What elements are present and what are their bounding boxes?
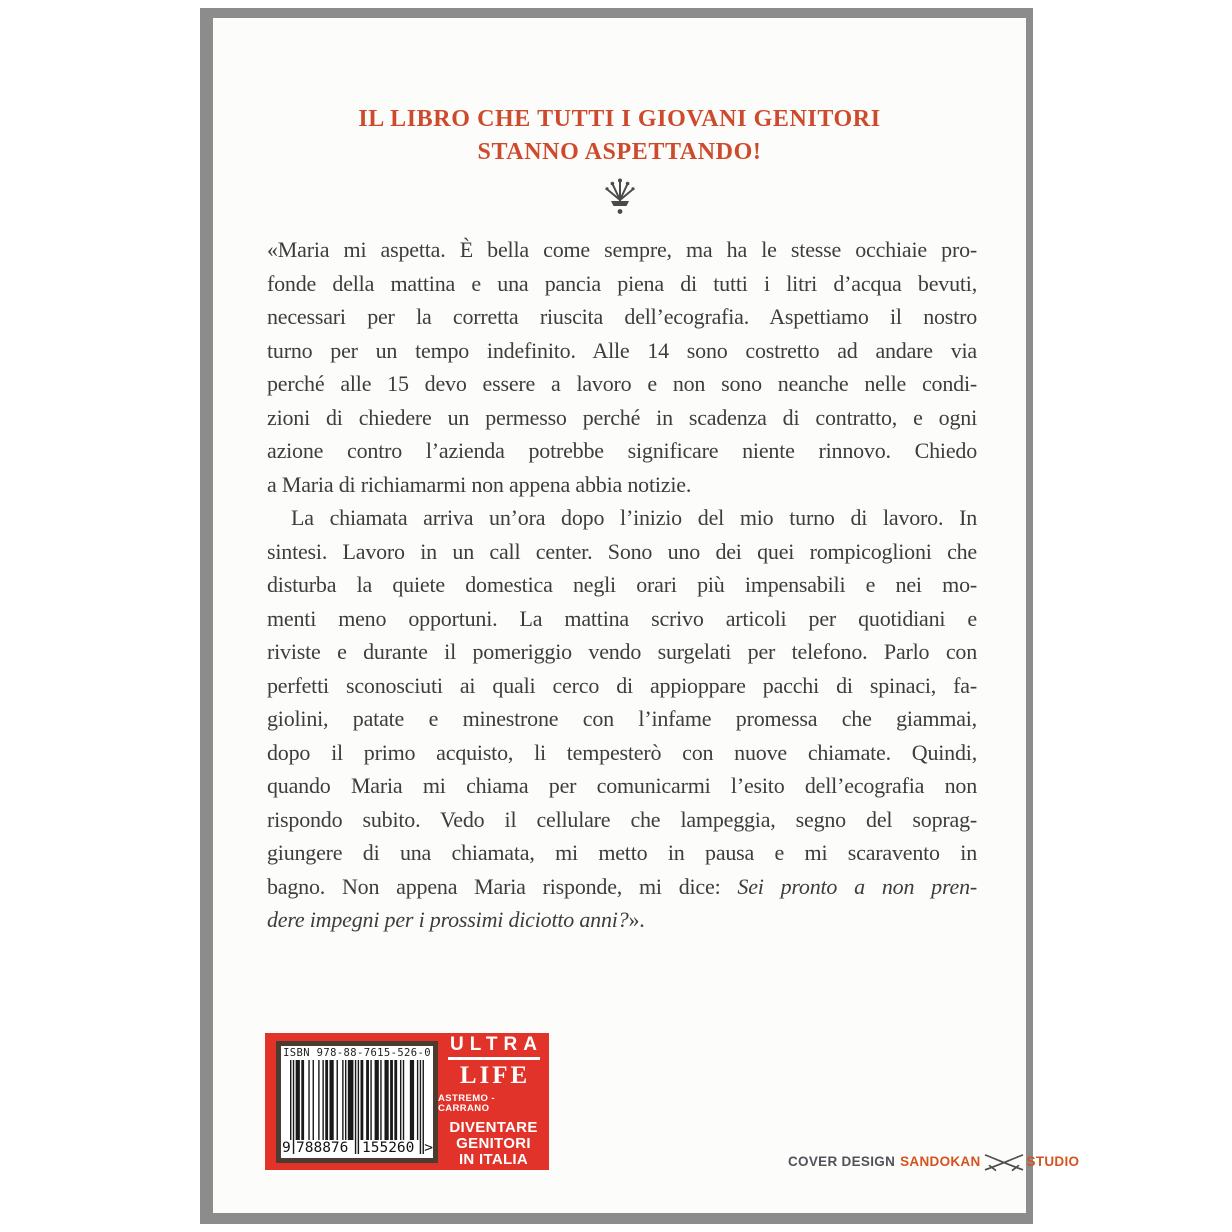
barcode-digits-left: 788876 xyxy=(296,1139,349,1156)
imprint-title-line-1: DIVENTARE xyxy=(449,1119,538,1136)
imprint-authors: ASTREMO - CARRANO xyxy=(438,1093,495,1114)
blurb-line: perfetti sconosciuti ai quali cerco di appioppare pacchi di spinaci, fa- xyxy=(267,672,977,698)
blurb-line: dere impegni per i prossimi diciotto anni?». xyxy=(267,907,645,932)
imprint-book-title xyxy=(449,1120,537,1168)
blurb-line: zioni di chiedere un permesso perché in scadenza di contratto, e ogni xyxy=(267,404,977,430)
blurb-text xyxy=(267,233,977,937)
imprint-brand-life: LIFE xyxy=(459,1062,531,1089)
blurb-line: disturba la quiete domestica negli orari più impensabili e nei mo- xyxy=(267,572,977,597)
imprint-title-line-2: GENITORI xyxy=(456,1135,531,1152)
blurb-line: necessari per la corretta riuscita dell’ecografia. Aspettiamo il nostro xyxy=(267,304,977,329)
blurb-line: quando Maria mi chiama per comunicarmi l’esito dell’ecografia non xyxy=(267,773,977,798)
isbn-label: ISBN 978-88-7615-526-0 xyxy=(283,1046,431,1059)
blurb-line: azione contro l’azienda potrebbe significare niente rinnovo. Chiedo xyxy=(267,438,977,463)
credit-studio-name: SANDOKAN xyxy=(900,1153,981,1169)
headline xyxy=(213,103,1026,169)
blurb-line: a Maria di richiamarmi non appena abbia notizie. xyxy=(267,471,692,497)
blurb-line: giungere di una chiamata, mi metto in pausa e mi scaravento in xyxy=(267,840,977,865)
publisher-barcode-block xyxy=(265,1033,549,1170)
blurb-line: «Maria mi aspetta. È bella come sempre, ma ha le stesse occhiaie pro- xyxy=(267,237,977,262)
blurb-line: sintesi. Lavoro in un call center. Sono uno dei quei rompicoglioni che xyxy=(267,538,977,564)
imprint-rule xyxy=(448,1057,540,1060)
headline-line-1: IL LIBRO CHE TUTTI I GIOVANI GENITORI xyxy=(358,106,881,132)
headline-line-2: STANNO ASPETTANDO! xyxy=(477,139,762,165)
barcode-bars xyxy=(282,1060,432,1156)
barcode xyxy=(276,1041,438,1163)
blurb-line: turno per un tempo indefinito. Alle 14 sono costretto ad andare via xyxy=(267,337,977,363)
cover-design-credit xyxy=(788,1151,1079,1171)
barcode-digit-first: 9 xyxy=(282,1139,291,1156)
blurb-line: dopo il primo acquisto, li tempesterò con nuove chiamate. Quindi, xyxy=(267,739,977,765)
crossed-swords-icon xyxy=(983,1153,1025,1173)
credit-prefix: COVER DESIGN xyxy=(788,1153,896,1169)
blurb-line: La chiamata arriva un’ora dopo l’inizio del mio turno di lavoro. In xyxy=(291,505,977,530)
imprint-title-line-3: IN ITALIA xyxy=(458,1151,529,1168)
ornament-row xyxy=(213,175,1026,222)
blurb-line: bagno. Non appena Maria risponde, mi dice: Sei pronto a non pren- xyxy=(267,873,977,899)
barcode-arrow: > xyxy=(424,1139,433,1156)
imprint xyxy=(438,1035,549,1168)
blurb-line: menti meno opportuni. La mattina scrivo articoli per quotidiani e xyxy=(267,605,977,631)
crown-ornament-icon xyxy=(603,175,637,222)
blurb-line: rispondo subito. Vedo il cellulare che lampeggia, segno del soprag- xyxy=(267,806,977,832)
barcode-digits-right: 155260 xyxy=(362,1139,415,1156)
blurb-line: fonde della mattina e una pancia piena di tutti i litri d’acqua bevuti, xyxy=(267,270,977,296)
blurb-line: riviste e durante il pomeriggio vendo surgelati per telefono. Parlo con xyxy=(267,639,977,664)
credit-studio-suffix: STUDIO xyxy=(1026,1153,1080,1169)
barcode-number xyxy=(282,1140,432,1157)
imprint-brand-ultra: ULTRA xyxy=(450,1034,543,1055)
book-back-cover xyxy=(200,8,1080,1224)
blurb-line: perché alle 15 devo essere a lavoro e non sono neanche nelle condi- xyxy=(267,371,977,396)
blurb-line: giolini, patate e minestrone con l’infame promessa che giammai, xyxy=(267,706,977,731)
